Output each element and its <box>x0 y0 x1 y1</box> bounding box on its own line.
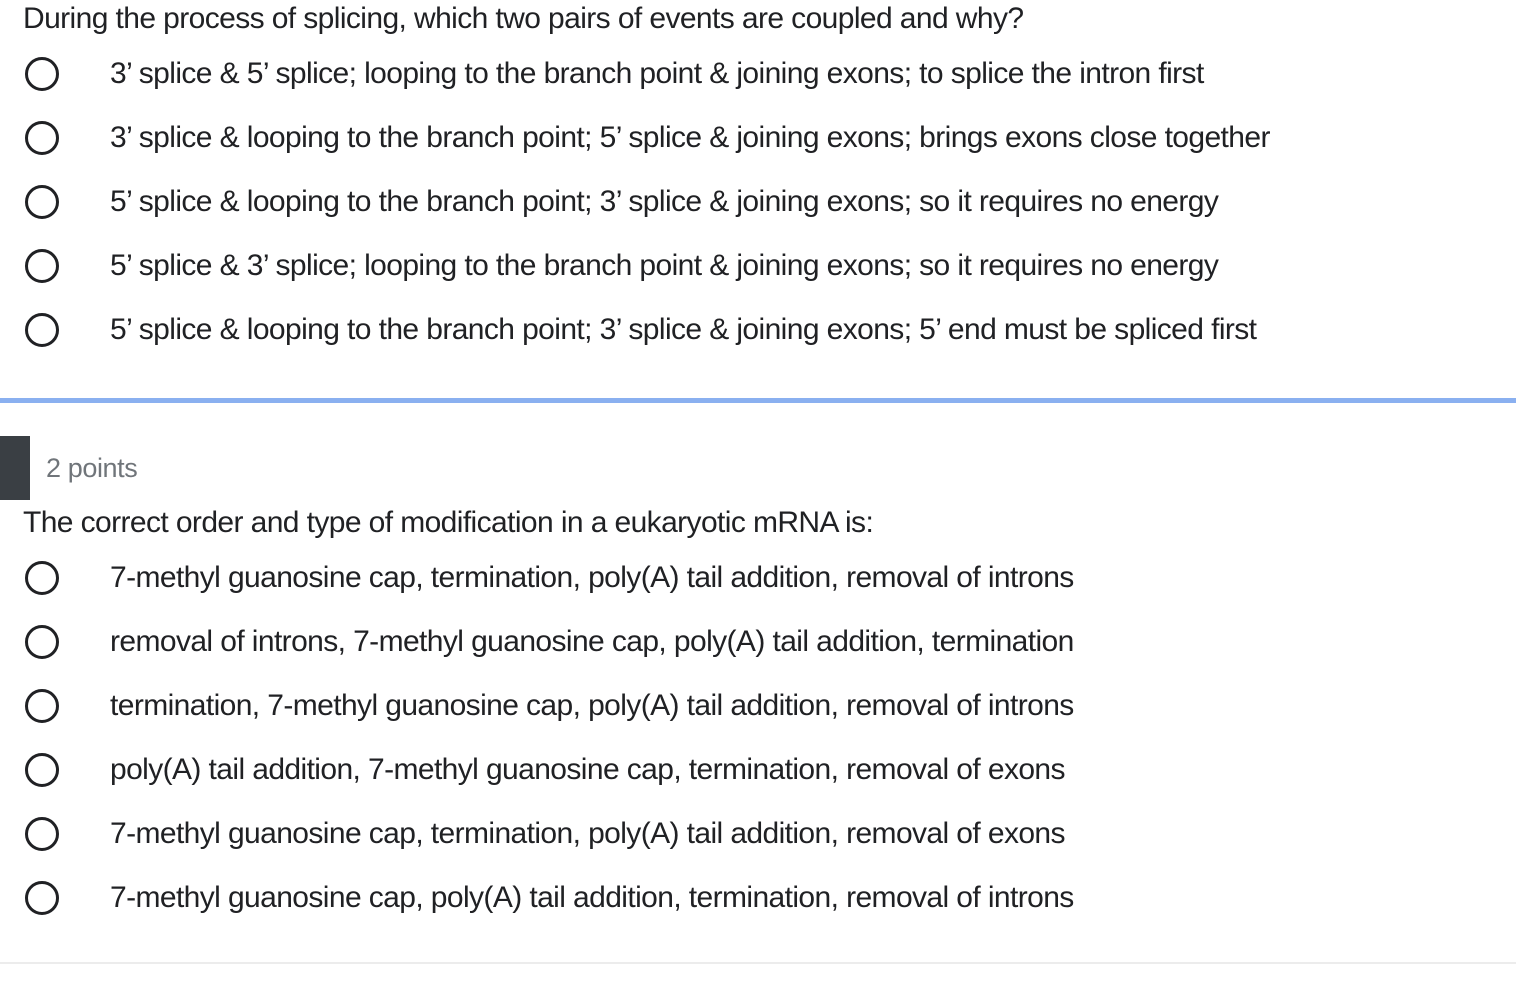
answer-option[interactable] <box>0 546 1516 610</box>
question-title: During the process of splicing, which two pairs of events are coupled and why? <box>23 2 1024 35</box>
option-label[interactable]: 5’ splice & 3’ splice; looping to the branch point & joining exons; so it requires no energy <box>110 249 1219 282</box>
option-label[interactable]: termination, 7-methyl guanosine cap, poly(A) tail addition, removal of introns <box>110 689 1074 722</box>
answer-option[interactable] <box>0 802 1516 866</box>
option-label[interactable]: 5’ splice & looping to the branch point; 3’ splice & joining exons; 5’ end must be spliced first <box>110 313 1257 346</box>
radio-button[interactable] <box>25 561 59 595</box>
radio-button[interactable] <box>25 753 59 787</box>
answer-option[interactable] <box>0 234 1516 298</box>
option-label[interactable]: 5’ splice & looping to the branch point; 3’ splice & joining exons; so it requires no energy <box>110 185 1219 218</box>
section-divider <box>0 962 1516 964</box>
active-question-indicator <box>0 436 30 500</box>
radio-button[interactable] <box>25 185 59 219</box>
radio-button[interactable] <box>25 689 59 723</box>
radio-button[interactable] <box>25 313 59 347</box>
points-label: 2 points <box>46 453 138 483</box>
section-separator <box>0 398 1516 403</box>
answer-option[interactable] <box>0 866 1516 930</box>
question-title: The correct order and type of modification in a eukaryotic mRNA is: <box>23 506 874 539</box>
answer-options <box>0 42 1516 362</box>
radio-button[interactable] <box>25 249 59 283</box>
option-label[interactable]: poly(A) tail addition, 7-methyl guanosine cap, termination, removal of exons <box>110 753 1065 786</box>
answer-option[interactable] <box>0 674 1516 738</box>
option-label[interactable]: 7-methyl guanosine cap, poly(A) tail addition, termination, removal of introns <box>110 881 1074 914</box>
option-label[interactable]: removal of introns, 7-methyl guanosine cap, poly(A) tail addition, termination <box>110 625 1074 658</box>
radio-button[interactable] <box>25 57 59 91</box>
answer-option[interactable] <box>0 106 1516 170</box>
option-label[interactable]: 7-methyl guanosine cap, termination, poly(A) tail addition, removal of exons <box>110 817 1065 850</box>
radio-button[interactable] <box>25 121 59 155</box>
answer-option[interactable] <box>0 738 1516 802</box>
radio-button[interactable] <box>25 817 59 851</box>
option-label[interactable]: 7-methyl guanosine cap, termination, poly(A) tail addition, removal of introns <box>110 561 1074 594</box>
radio-button[interactable] <box>25 625 59 659</box>
answer-option[interactable] <box>0 298 1516 362</box>
answer-option[interactable] <box>0 610 1516 674</box>
answer-options <box>0 546 1516 930</box>
radio-button[interactable] <box>25 881 59 915</box>
option-label[interactable]: 3’ splice & looping to the branch point; 5’ splice & joining exons; brings exons close together <box>110 121 1270 154</box>
option-label[interactable]: 3’ splice & 5’ splice; looping to the branch point & joining exons; to splice the intron first <box>110 57 1204 90</box>
answer-option[interactable] <box>0 170 1516 234</box>
answer-option[interactable] <box>0 42 1516 106</box>
